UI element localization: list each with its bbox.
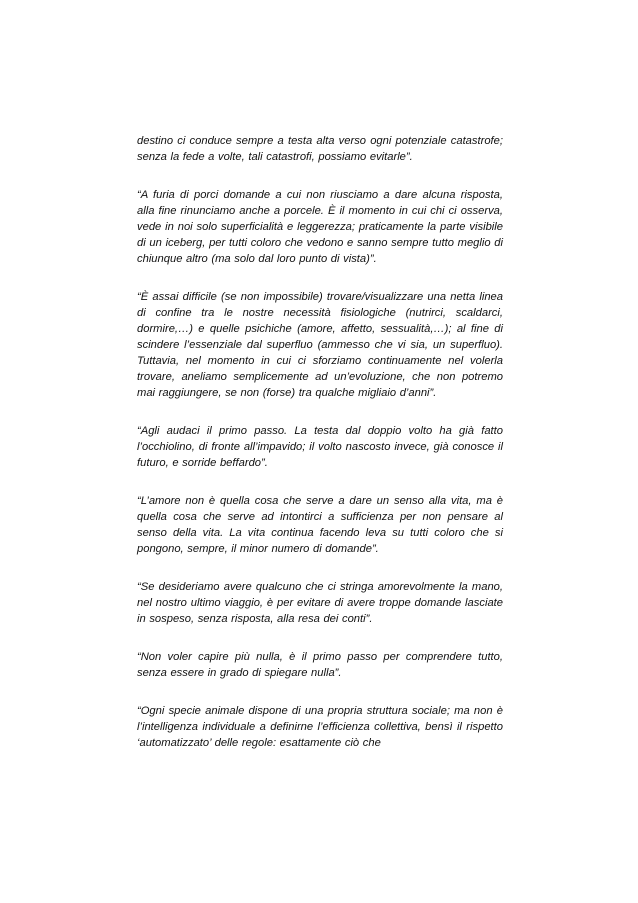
paragraph-2: “A furia di porci domande a cui non riusciamo a dare alcuna risposta, alla fine rinunciamo anche a porcele. È il momento in cui chi ci osserva, vede in noi solo superficialità e leggerezza; praticamente la parte visibile di un iceberg, per tutti coloro che vedono e sanno sempre tutto meglio di chiunque altro (ma solo dal loro punto di vista)”. — [137, 189, 503, 265]
paragraph-1: destino ci conduce sempre a testa alta verso ogni potenziale catastrofe; senza la fede a volte, tali catastrofi, possiamo evitarle”. — [137, 135, 503, 163]
paragraph-4: “Agli audaci il primo passo. La testa dal doppio volto ha già fatto l’occhiolino, di fronte all’impavido; il volto nascosto invece, già conosce il futuro, e sorride beffardo”. — [137, 425, 503, 469]
paragraph-7: “Non voler capire più nulla, è il primo passo per comprendere tutto, senza essere in grado di spiegare nulla”. — [137, 651, 503, 679]
paragraph-3: “È assai difficile (se non impossibile) trovare/visualizzare una netta linea di confine tra le nostre necessità fisiologiche (nutrirci, scaldarci, dormire,…) e quelle psichiche (amore, affetto, sessualità,…); al fine di scindere l’essenziale dal superfluo (ammesso che vi sia, un superfluo). Tuttavia, nel momento in cui ci sforziamo continuamente nel volerla trovare, aneliamo semplicemente ad un’evoluzione, che non potremo mai raggiungere, se non (forse) tra qualche migliaio d’anni”. — [137, 291, 503, 399]
text-body — [137, 133, 503, 773]
paragraph-8: “Ogni specie animale dispone di una propria struttura sociale; ma non è l’intelligenza individuale a definirne l’efficienza collettiva, bensì il rispetto ‘automatizzato’ delle regole: esattamente ciò che — [137, 705, 503, 749]
paragraph-6: “Se desideriamo avere qualcuno che ci stringa amorevolmente la mano, nel nostro ultimo viaggio, è per evitare di avere troppe domande lasciate in sospeso, senza risposta, alla resa dei conti”. — [137, 581, 503, 625]
paragraph-5: “L’amore non è quella cosa che serve a dare un senso alla vita, ma è quella cosa che serve ad intontirci a sufficienza per non pensare al senso della vita. La vita continua facendo leva su tutti coloro che si pongono, sempre, il minor numero di domande”. — [137, 495, 503, 555]
